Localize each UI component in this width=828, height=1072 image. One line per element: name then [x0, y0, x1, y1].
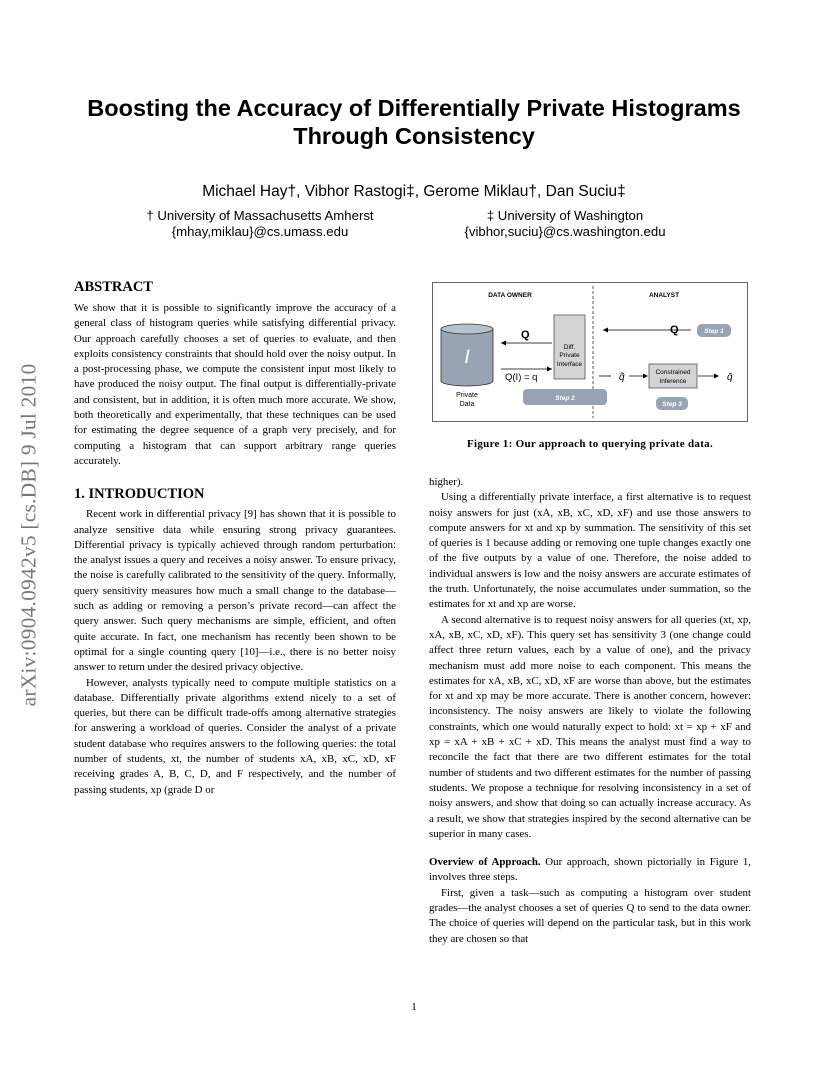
right-paragraph-2: A second alternative is to request noisy answers for all queries (xt, xp, xA, xB, xC, xD, xF). This query set has sensitivity 3 (one change could affect three return values, each by a value of one), and the privacy mechanism must add more noise to each component. This means the estimates for xA, xB, xC, xD, xF are worse than above, but the estimates for xt and xp may be more accurate. There is another concern, however: inconsistency. The noisy answers are likely to violate the following constraints, which one would naturally expect to hold: xt = xp + xF and xp = xA + xB + xC + xD. This means the analyst must find a way to reconcile the fact that there are two different estimates for the total number of students and two different estimates for the number of passing students. We propose a technique for resolving inconsistency in a set of noisy answers, and show that doing so can actually increase accuracy. As a result, we show that strategies inspired by the second alternative can be superior in many cases.: [429, 613, 751, 840]
arxiv-id: arXiv:0904.0942v5 [cs.DB] 9 Jul 2010: [16, 363, 41, 707]
arrowhead-icon: [501, 341, 506, 346]
affiliation-umass: [120, 208, 400, 240]
intro-paragraph-1: Recent work in differential privacy [9] has shown that it is possible to analyze sensitive data while ensuring strong privacy guarantees. Differential privacy is typically achieved through random perturbation: the analyst issues a query and receives a noisy answer. To ensure privacy, the noise is carefully calibrated to the sensitivity of the query. Informally, query sensitivity measures how much a small change to the database—such as adding or removing a person’s private record—can affect the query answer. Such query mechanisms are simple, efficient, and often quite accurate. In fact, one mechanism has recently been shown to be optimal for a single counting query [10]—i.e., there is no better noisy answer to return under the desired privacy objective.: [74, 508, 396, 674]
right-paragraph-1: Using a differentially private interface, a first alternative is to request noisy answers for just (xA, xB, xC, xD, xF) and use those answers to compute answers for xt and xp by summation. The sensitivity of this set of queries is 1 because adding or removing one tuple changes exactly one of the five outputs by a value of one. Therefore, the noise added to individual answers is low and the noisy answers are accurate estimates of the truth. Unfortunately, the noise accumulates under summation, so the estimates for xt and xp are worse.: [429, 491, 751, 611]
arrowhead-icon: [643, 374, 648, 379]
abstract-text: We show that it is possible to significantly improve the accuracy of a general class of histogram queries while satisfying differential privacy. Our approach carefully chooses a set of queries to evaluate, and then exploits consistency constraints that should hold over the noisy output. In a post-processing phase, we compute the consistent input most likely to have produced the noisy output. The final output is differentially-private and consistent, but in addition, it is often much more accurate. We show, both theoretically and experimentally, that these techniques can be used for estimating the degree sequence of a graph very precisely, and for computing a histogram that can support arbitrary range queries accurately.: [74, 302, 396, 467]
arrowhead-icon: [603, 328, 608, 333]
database-I: I: [464, 347, 470, 368]
query-Q-left: Q: [521, 329, 530, 341]
paper-title: [60, 94, 768, 150]
arrowhead-icon: [547, 367, 552, 372]
right-paragraph-0: higher).: [429, 476, 464, 488]
right-column: [429, 475, 751, 947]
private-data-label-2: Data: [459, 401, 475, 408]
query-Q-right: Q: [670, 324, 679, 336]
affiliation-email: {vibhor,suciu}@cs.washington.edu: [464, 224, 666, 239]
affiliation-email: {mhay,miklau}@cs.umass.edu: [171, 224, 349, 239]
left-column: [74, 278, 396, 798]
inference-label-1: Constrained: [655, 369, 691, 376]
inference-label-2: Inference: [659, 378, 687, 385]
authors: Michael Hay†, Vibhor Rastogi‡, Gerome Miklau†, Dan Suciu‡: [202, 183, 626, 200]
analyst-label: ANALYST: [648, 292, 680, 299]
affiliation-name: † University of Massachusetts Amherst: [146, 208, 374, 223]
step-2-label: Step 2: [555, 395, 575, 402]
overview-paragraph: [429, 855, 751, 886]
page-number: 1: [411, 1001, 417, 1013]
abstract-heading: ABSTRACT: [74, 279, 153, 295]
private-data-label-1: Private: [456, 392, 478, 399]
title-line-2: Through Consistency: [293, 123, 535, 149]
output-q-bar: q̄: [727, 372, 733, 383]
title-line-1: Boosting the Accuracy of Differentially Private Histograms: [87, 95, 741, 121]
answer-QI: Q(I) = q: [505, 372, 538, 383]
interface-label-3: Interface: [556, 361, 583, 368]
affiliation-name: ‡ University of Washington: [486, 208, 644, 223]
interface-label-1: Diff.: [563, 344, 576, 351]
introduction-heading: 1. INTRODUCTION: [74, 486, 205, 503]
step-1-label: Step 1: [704, 328, 724, 335]
step-3-label: Step 3: [662, 401, 682, 408]
noisy-answer-q-tilde: q̃: [619, 372, 625, 383]
intro-paragraph-2: However, analysts typically need to compute multiple statistics on a database. Differentially private algorithms extend nicely to a set of queries, but there can be difficult trade-offs among alternative strategies for answering a workload of queries. Consider the analyst of a private student database who requires answers to the following queries: the total number of students, xt, the number of students xA, xB, xC, xD, xF receiving grades A, B, C, D, and F respectively, and the number of passing students, xp (grade D or: [74, 676, 396, 796]
arrowhead-icon: [714, 374, 719, 379]
interface-label-2: Private: [559, 352, 580, 359]
figure-caption: Figure 1: Our approach to querying private data.: [466, 438, 714, 450]
affiliation-uw: [420, 208, 710, 240]
overview-paragraph-2: First, given a task—such as computing a histogram over student grades—the analyst chooses a set of queries Q to send to the data owner. The choice of queries will depend on the particular task, but in this work they are chosen so that: [429, 886, 751, 945]
data-owner-label: DATA OWNER: [488, 292, 532, 299]
approach-diagram: [433, 283, 747, 421]
overview-heading: Overview of Approach.: [429, 856, 541, 869]
figure-1: [432, 282, 748, 422]
overview-text: Our approach, shown pictorially in Figure 1, involves three steps.: [429, 856, 751, 884]
arxiv-stamp: [14, 310, 44, 760]
